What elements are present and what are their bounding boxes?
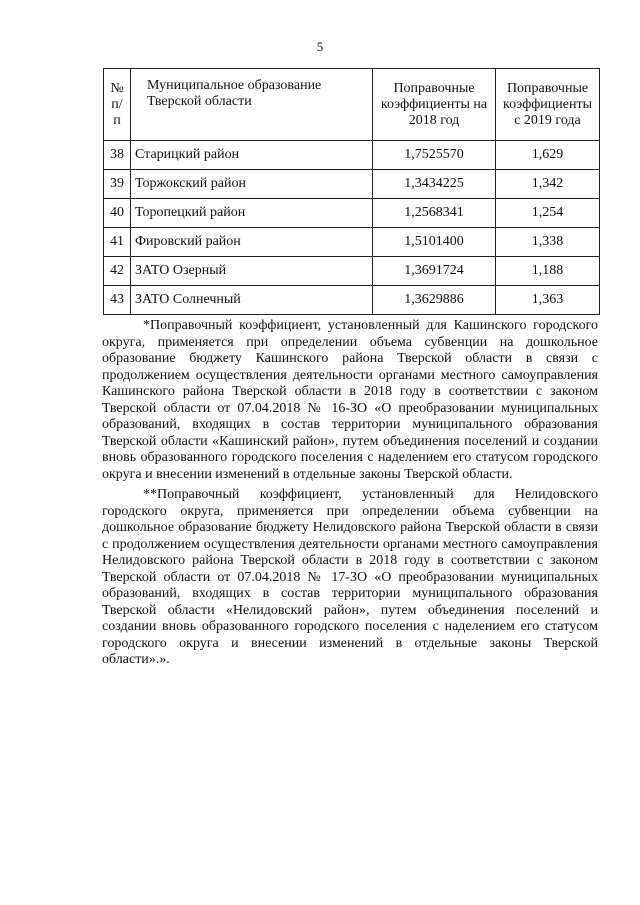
table-row <box>104 286 600 315</box>
row-num: 43 <box>104 286 131 315</box>
row-municipality: Торопецкий район <box>131 199 373 228</box>
row-num: 41 <box>104 228 131 257</box>
row-coef-2019: 1,254 <box>496 199 600 228</box>
table-row <box>104 257 600 286</box>
table-header-row <box>104 69 600 141</box>
row-coef-2018: 1,3691724 <box>373 257 496 286</box>
table-row <box>104 141 600 170</box>
row-coef-2018: 1,2568341 <box>373 199 496 228</box>
row-municipality: Старицкий район <box>131 141 373 170</box>
row-coef-2019: 1,629 <box>496 141 600 170</box>
coefficients-table <box>103 68 600 315</box>
row-num: 39 <box>104 170 131 199</box>
row-coef-2018: 1,3629886 <box>373 286 496 315</box>
row-coef-2019: 1,342 <box>496 170 600 199</box>
footnote-kashin: *Поправочный коэффициент, установленный для Кашинского городского округа, применяется при определении объема субвенции на дошкольное образование бюджету Кашинского района Тверской области в связи с продолжением осуществления деятельности органами местного самоуправления Кашинского района Тверской области в 2018 году в соответствии с законом Тверской области от 07.04.2018 № 16-ЗО «О преобразовании муниципальных образований, входящих в состав территории муниципального образования Тверской области «Кашинский район», путем объединения поселений и создании вновь образованного городского поселения с наделением его статусом городского округа и внесении изменений в отдельные законы Тверской области. <box>102 318 598 482</box>
row-coef-2018: 1,7525570 <box>373 141 496 170</box>
row-num: 42 <box>104 257 131 286</box>
row-coef-2018: 1,3434225 <box>373 170 496 199</box>
header-coef-2019: Поправочные коэффициенты с 2019 года <box>496 69 600 141</box>
row-coef-2018: 1,5101400 <box>373 228 496 257</box>
footnote-nelidovo: **Поправочный коэффициент, установленный для Нелидовского городского округа, применяется при определении объема субвенции на дошкольное образование бюджету Нелидовского района Тверской области в связи с продолжением осуществления деятельности органами местного самоуправления Нелидовского района Тверской области в 2018 году в соответствии с законом Тверской области от 07.04.2018 № 17-ЗО «О преобразовании муниципальных образований, входящих в состав территории муниципального образования Тверской области «Нелидовский район», путем объединения поселений и создании вновь образованного городского поселения с наделением его статусом городского округа и внесении изменений в отдельные законы Тверской области».». <box>102 487 598 667</box>
row-coef-2019: 1,338 <box>496 228 600 257</box>
row-municipality: Торжокский район <box>131 170 373 199</box>
row-num: 38 <box>104 141 131 170</box>
row-municipality: ЗАТО Солнечный <box>131 286 373 315</box>
page-number: 5 <box>316 39 324 54</box>
row-coef-2019: 1,363 <box>496 286 600 315</box>
table-row <box>104 199 600 228</box>
table-row <box>104 228 600 257</box>
row-municipality: Фировский район <box>131 228 373 257</box>
header-num: № п/п <box>104 69 131 141</box>
table-row <box>104 170 600 199</box>
row-num: 40 <box>104 199 131 228</box>
row-coef-2019: 1,188 <box>496 257 600 286</box>
header-coef-2018: Поправочные коэффициенты на 2018 год <box>373 69 496 141</box>
header-municipality: Муниципальное образование Тверской области <box>131 69 373 141</box>
row-municipality: ЗАТО Озерный <box>131 257 373 286</box>
footnotes <box>102 318 598 673</box>
